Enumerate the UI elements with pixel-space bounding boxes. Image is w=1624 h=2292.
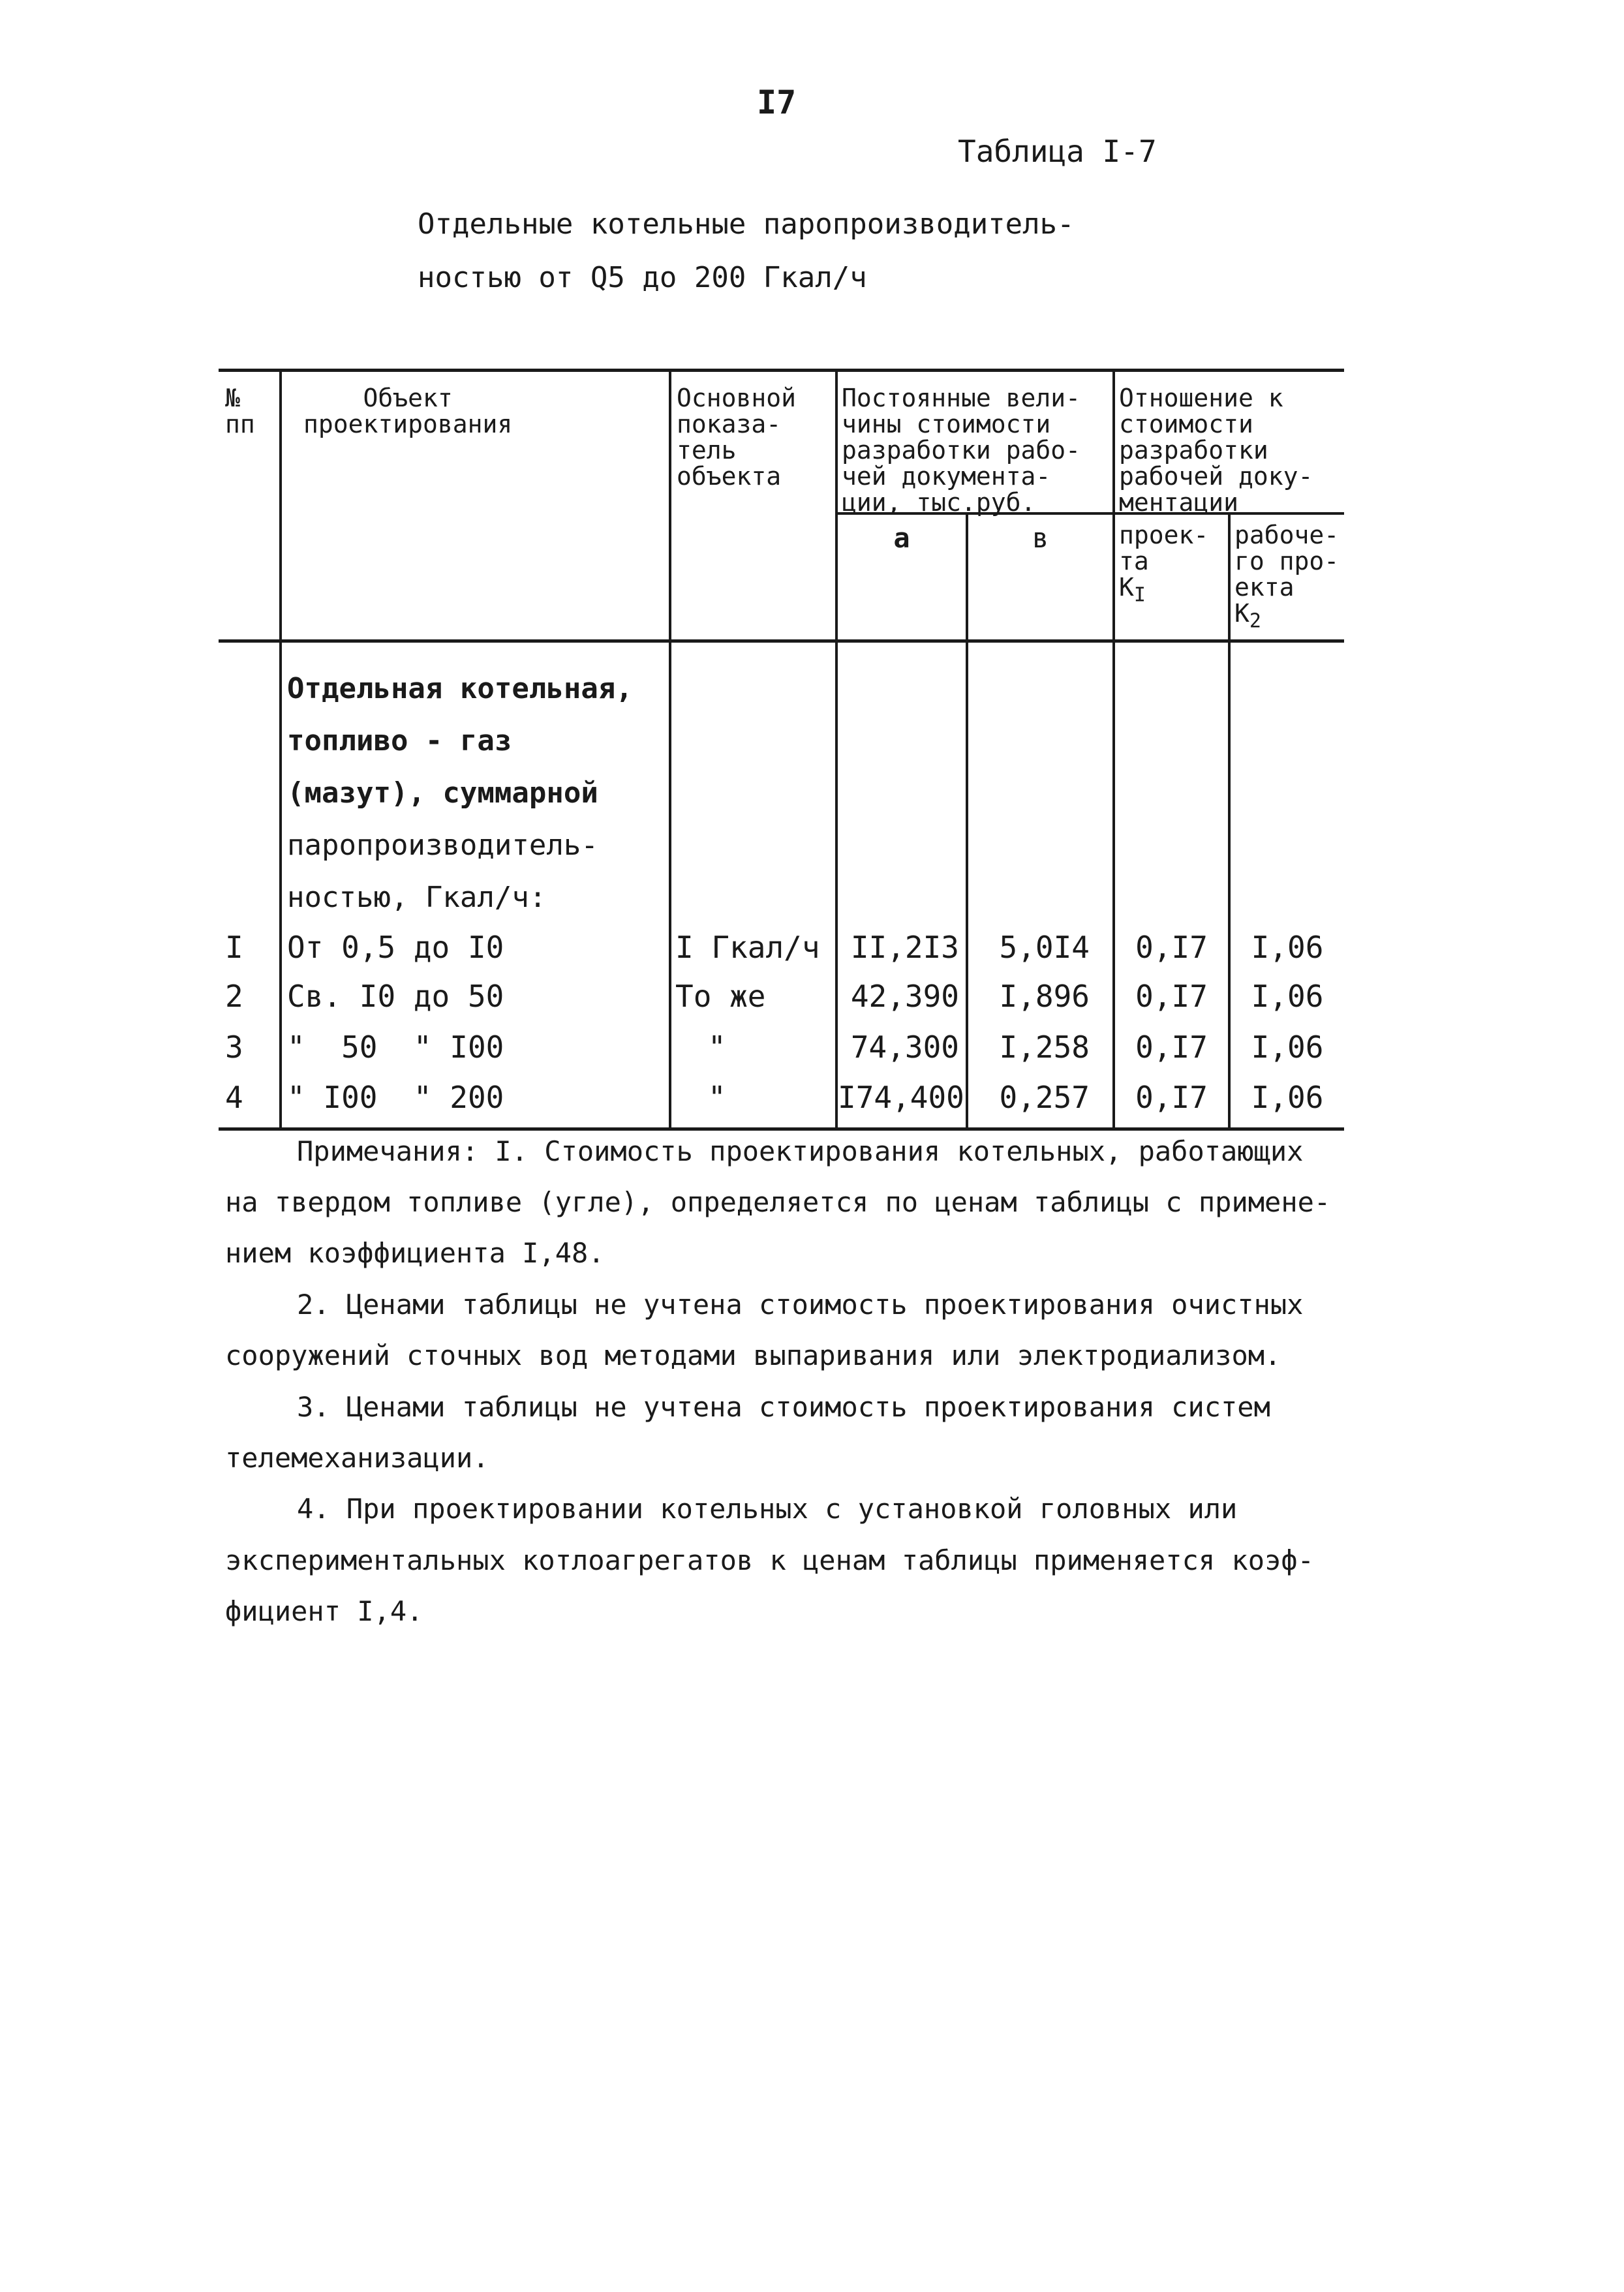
column-divider xyxy=(669,369,671,1129)
note-line: 2. Ценами таблицы не учтена стоимость проектирования очистных xyxy=(297,1289,1304,1321)
note-line: 4. При проектировании котельных с установкой головных или xyxy=(297,1493,1238,1525)
row-k2: I,06 xyxy=(1251,1080,1324,1115)
row-value-b: I,896 xyxy=(999,979,1090,1014)
row-value-b: 0,257 xyxy=(999,1080,1090,1115)
group-label-line: паропроизводитель- xyxy=(287,829,598,862)
table-label: Таблица I-7 xyxy=(958,134,1157,169)
row-indicator: " xyxy=(708,1080,726,1115)
header-ratio: Отношение к стоимости разработки рабочей доку- ментации xyxy=(1119,384,1313,517)
header-k1: проек- та $К_I$ xyxy=(1119,521,1209,607)
header-col-b: в xyxy=(1032,522,1049,554)
header-object: Объект проектирования xyxy=(303,384,513,438)
note-line: 3. Ценами таблицы не учтена стоимость проектирования систем xyxy=(297,1391,1270,1423)
row-value-b: I,258 xyxy=(999,1030,1090,1065)
row-k1: 0,I7 xyxy=(1135,1030,1208,1065)
row-k1: 0,I7 xyxy=(1135,930,1208,965)
column-divider xyxy=(835,369,838,1129)
table-title-line-2: ностью от Q5 до 200 Гкал/ч xyxy=(418,261,867,294)
row-value-b: 5,0I4 xyxy=(999,930,1090,965)
group-label-line: Отдельная котельная, xyxy=(287,672,633,705)
note-line: сооружений сточных вод методами выпаривания или электродиализом. xyxy=(225,1339,1281,1371)
row-indicator: То же xyxy=(675,979,766,1014)
row-number: 4 xyxy=(225,1080,243,1115)
row-value-a: II,2I3 xyxy=(850,930,959,965)
header-k2: рабоче- го про- екта $К_2$ xyxy=(1234,521,1340,633)
row-k1: 0,I7 xyxy=(1135,979,1208,1014)
column-divider xyxy=(279,369,282,1129)
header-k2-subscript: 2 xyxy=(1249,609,1261,633)
row-k2: I,06 xyxy=(1251,1030,1324,1065)
row-indicator: I Гкал/ч xyxy=(675,930,820,965)
row-object: " I00 " 200 xyxy=(287,1080,504,1115)
note-line: на твердом топливе (угле), определяется по ценам таблицы с примене- xyxy=(225,1186,1331,1218)
note-line: нием коэффициента I,48. xyxy=(225,1237,605,1269)
row-k2: I,06 xyxy=(1251,930,1324,965)
header-num: № пп xyxy=(225,384,255,438)
header-indicator: Основной показа- тель объекта xyxy=(677,384,797,491)
header-k1-subscript: I xyxy=(1133,583,1146,607)
row-object: " 50 " I00 xyxy=(287,1030,504,1065)
page-number: I7 xyxy=(757,84,797,121)
row-object: Св. I0 до 50 xyxy=(287,979,504,1014)
note-line: телемеханизации. xyxy=(225,1442,489,1474)
header-constant-values: Постоянные вели- чины стоимости разработки рабо- чей документа- ции, тыс.руб. xyxy=(842,384,1081,517)
note-line: экспериментальных котлоагрегатов к ценам таблицы применяется коэф- xyxy=(225,1544,1314,1576)
row-value-a: I74,400 xyxy=(838,1080,964,1115)
group-label-line: топливо - газ xyxy=(287,724,512,757)
group-label-line: ностью, Гкал/ч: xyxy=(287,881,547,914)
column-divider xyxy=(1112,369,1115,1129)
row-number: 2 xyxy=(225,979,243,1014)
row-number: 3 xyxy=(225,1030,243,1065)
row-number: I xyxy=(225,930,243,965)
row-indicator: " xyxy=(708,1030,726,1065)
header-bottom-rule xyxy=(219,639,1344,643)
table-title-line-1: Отдельные котельные паропроизводитель- xyxy=(418,207,1075,241)
group-label-line: (мазут), суммарной xyxy=(287,776,598,810)
header-col-a: а xyxy=(893,522,910,554)
row-k2: I,06 xyxy=(1251,979,1324,1014)
row-value-a: 42,390 xyxy=(850,979,959,1014)
row-k1: 0,I7 xyxy=(1135,1080,1208,1115)
row-object: От 0,5 до I0 xyxy=(287,930,504,965)
note-line: фициент I,4. xyxy=(225,1595,423,1627)
table-top-rule xyxy=(219,369,1344,372)
row-value-a: 74,300 xyxy=(850,1030,959,1065)
note-line: Примечания: I. Стоимость проектирования котельных, работающих xyxy=(297,1135,1304,1167)
table-bottom-rule xyxy=(219,1127,1344,1131)
